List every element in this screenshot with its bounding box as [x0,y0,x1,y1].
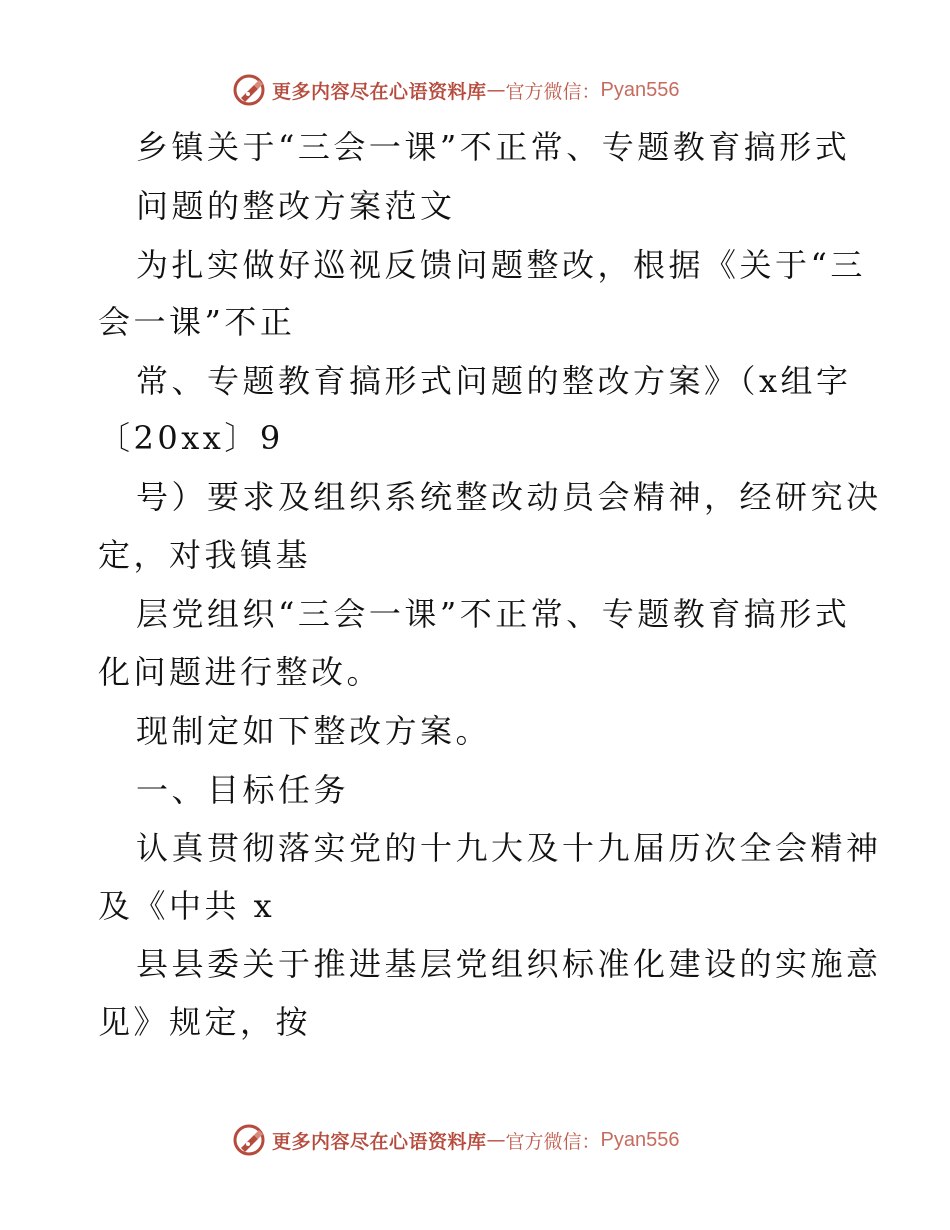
watermark-separator: — [486,79,506,101]
doc-title-line-2: 问题的整改方案范文 [136,187,456,225]
watermark-brand-text: 更多内容尽在心语资料库 [272,1130,487,1153]
watermark-handle: Pyan556 [600,78,680,101]
watermark-handle: Pyan556 [600,1128,680,1151]
doc-line: 常、专题教育搞形式问题的整改方案》（x组字 [136,362,852,400]
doc-line: 现制定如下整改方案。 [136,712,492,750]
doc-line: 化问题进行整改。 [98,653,383,691]
doc-line: 见》规定，按 [98,1003,312,1041]
pen-nib-logo-icon [232,73,266,107]
watermark-separator: — [486,1129,506,1151]
doc-title-line-1: 乡镇关于“三会一课”不正常、专题教育搞形式 [136,128,851,166]
doc-section-heading: 一、目标任务 [136,771,350,809]
doc-line: 及《中共 x [98,887,276,925]
doc-line: 号）要求及组织系统整改动员会精神，经研究决 [136,478,882,516]
watermark-brand-text: 更多内容尽在心语资料库 [272,80,487,103]
watermark-wechat-label: 官方微信： [505,1130,601,1153]
doc-line: 层党组织“三会一课”不正常、专题教育搞形式 [136,595,851,633]
watermark-banner-top [232,72,680,108]
doc-line: 县县委关于推进基层党组织标准化建设的实施意 [136,945,882,983]
doc-line: 会一课”不正 [98,303,296,341]
doc-line: 〔20xx〕9 [98,419,284,457]
doc-line: 为扎实做好巡视反馈问题整改，根据《关于“三 [136,246,866,284]
pen-nib-logo-icon [232,1123,266,1157]
watermark-banner-bottom [232,1122,680,1158]
doc-line: 认真贯彻落实党的十九大及十九届历次全会精神 [136,829,882,867]
watermark-wechat-label: 官方微信： [505,80,601,103]
doc-line: 定，对我镇基 [98,536,312,574]
